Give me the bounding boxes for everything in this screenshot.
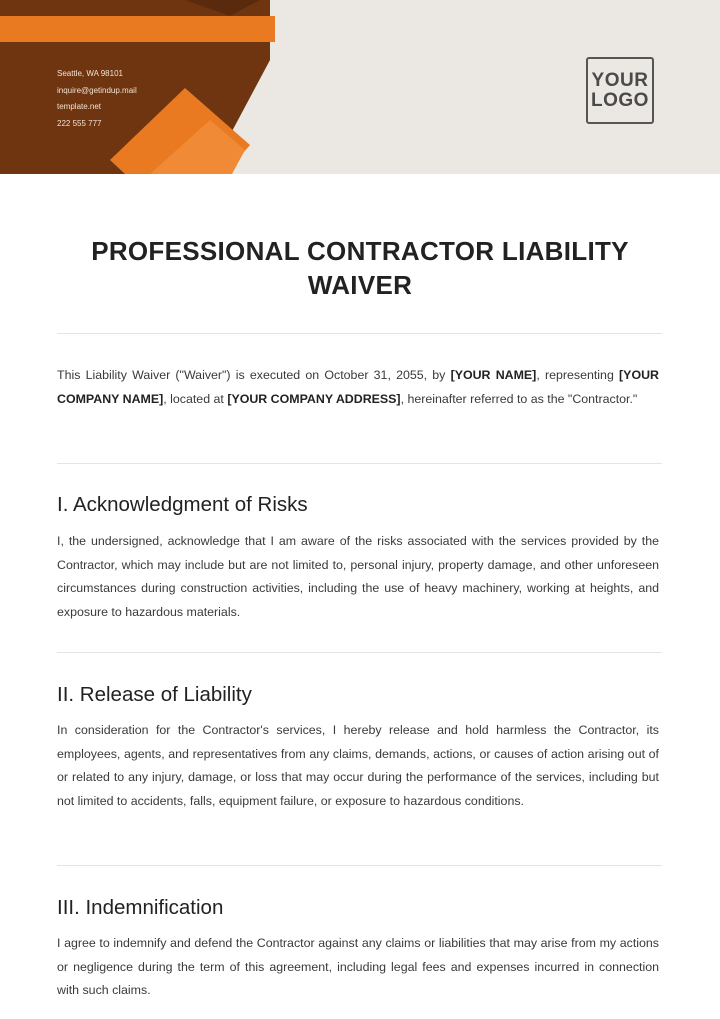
divider: [57, 333, 662, 334]
section-body: In consideration for the Contractor's services, I hereby release and hold harmless the Contractor, its employees, agents, and representatives from any claims, demands, actions, or causes of action arising out of or related to any injury, damage, or loss that may occur during the performance of the services, including but not limited to accidents, falls, equipment failure, or exposure to hazardous conditions.: [57, 723, 659, 808]
section-body: I agree to indemnify and defend the Contractor against any claims or liabilities that may arise from my actions or negligence during the term of this agreement, including legal fees and expenses incurred in connection with such claims.: [57, 936, 659, 997]
intro-text-1: This Liability Waiver ("Waiver") is executed on October 31, 2055, by: [57, 368, 451, 382]
divider: [57, 865, 662, 866]
placeholder-company: [YOUR COMPANY NAME]: [57, 368, 659, 406]
intro-text-3: , located at: [163, 391, 228, 406]
logo-line-1: YOUR: [591, 69, 649, 91]
contact-email: inquire@getindup.mail: [57, 85, 137, 95]
orange-band: [0, 16, 275, 42]
contact-website: template.net: [57, 102, 102, 111]
contact-info: [57, 66, 137, 132]
intro-paragraph: [57, 364, 659, 411]
intro-text-2: , representing: [536, 368, 620, 382]
company-logo: [586, 57, 654, 124]
divider: [57, 652, 662, 653]
header-banner: [0, 0, 720, 174]
contact-address: Seattle, WA 98101: [57, 69, 123, 78]
placeholder-address: [YOUR COMPANY ADDRESS]: [227, 391, 401, 406]
section-heading: III. Indemnification: [57, 896, 224, 919]
contact-phone: 222 555 777: [57, 118, 102, 128]
section-body: I, the undersigned, acknowledge that I am aware of the risks associated with the services provided by the Contractor, which may include but are not limited to, personal injury, property damage, and other unforeseen circumstances during construction activities, including the use of heavy machinery, working at heights, and exposure to hazardous materials.: [57, 534, 659, 619]
section-heading: II. Release of Liability: [57, 683, 252, 706]
intro-text-4: , hereinafter referred to as the "Contractor.": [400, 391, 638, 406]
section-heading: I. Acknowledgment of Risks: [57, 493, 308, 516]
divider: [57, 463, 662, 464]
logo-line-2: LOGO: [591, 89, 649, 111]
document-title: PROFESSIONAL CONTRACTOR LIABILITY WAIVER: [91, 236, 629, 300]
placeholder-name: [YOUR NAME]: [450, 368, 537, 382]
